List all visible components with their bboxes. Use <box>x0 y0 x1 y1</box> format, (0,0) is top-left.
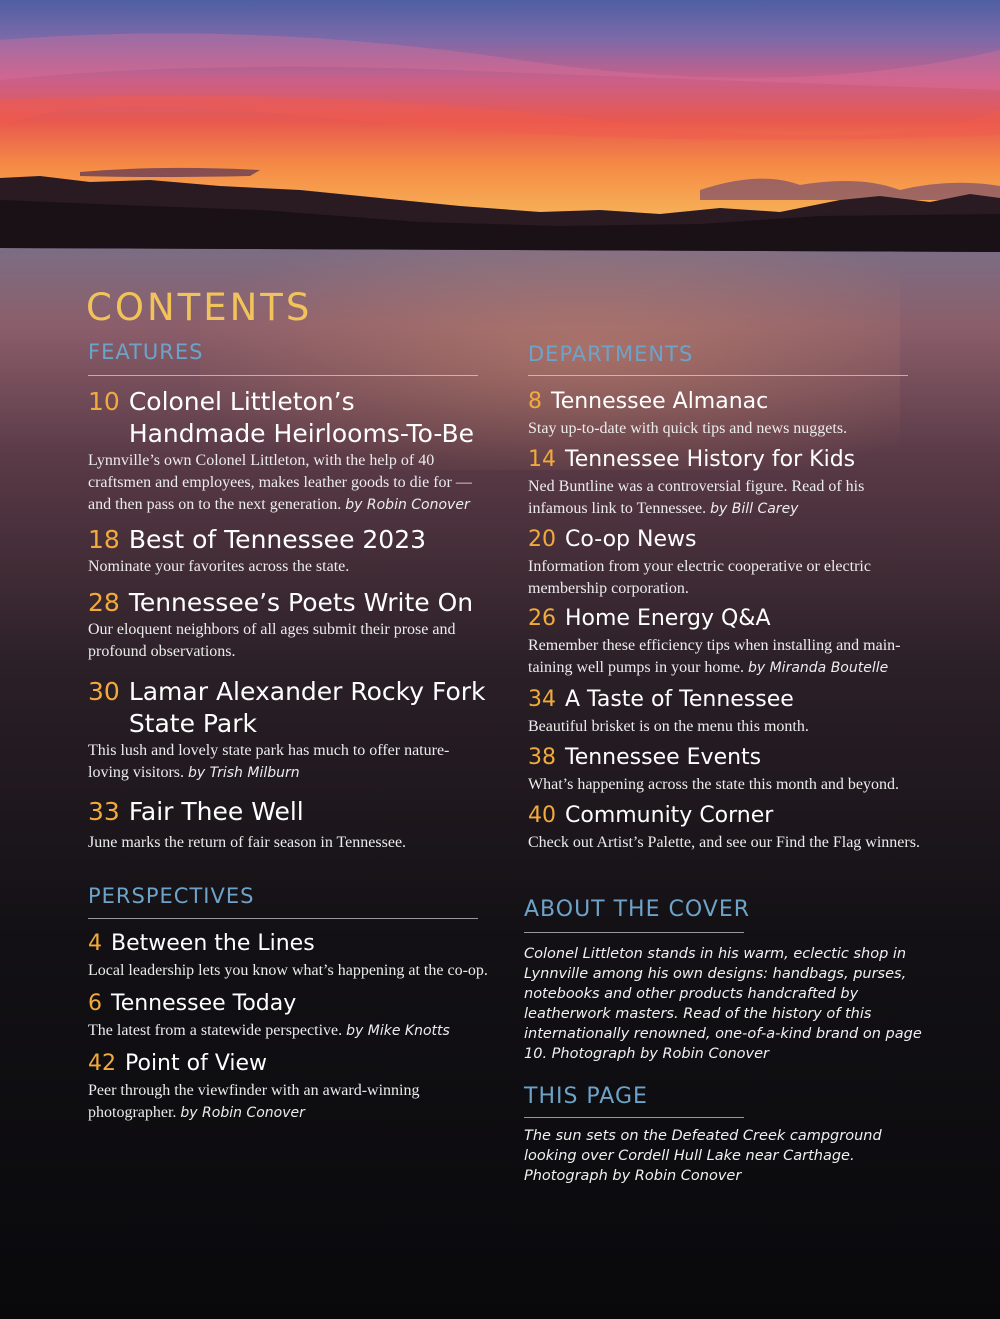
departments-heading: DEPARTMENTS <box>528 342 694 366</box>
perspective-description: The latest from a statewide perspective. <box>88 1022 343 1039</box>
perspective-entry[interactable] <box>88 988 488 1042</box>
perspectives-heading: PERSPECTIVES <box>88 884 255 908</box>
page-number: 26 <box>528 606 556 631</box>
feature-entry[interactable] <box>88 587 488 663</box>
perspective-description: Peer through the viewfinder with an award-winning photographer. <box>88 1082 420 1121</box>
page-number: 34 <box>528 687 556 712</box>
byline: by Mike Knotts <box>346 1023 450 1039</box>
page-number: 38 <box>528 745 556 770</box>
department-entry[interactable] <box>528 742 948 796</box>
page-number: 4 <box>88 931 102 956</box>
department-title: Tennessee History for Kids <box>565 447 856 472</box>
department-description: Ned Buntline was a controversial figure. Read of his infamous link to Tennessee. <box>528 478 865 517</box>
byline: by Bill Carey <box>710 501 799 517</box>
department-title: Tennessee Almanac <box>551 389 769 414</box>
feature-description: This lush and lovely state park has much to offer nature-loving visitors. <box>88 742 450 781</box>
feature-title: Tennessee’s Poets Write On <box>128 588 474 617</box>
department-entry[interactable] <box>528 386 928 440</box>
page-number: 14 <box>528 447 556 472</box>
department-description: Check out Artist’s Palette, and see our Find the Flag winners. <box>528 834 920 851</box>
feature-entry[interactable] <box>88 524 488 578</box>
feature-entry[interactable] <box>88 386 488 516</box>
page-number: 18 <box>88 525 120 554</box>
department-description: Information from your electric cooperative or electric membership corporation. <box>528 558 871 597</box>
page-number: 33 <box>88 797 120 826</box>
department-title: Co-op News <box>565 527 697 552</box>
department-title: Community Corner <box>565 803 774 828</box>
perspectives-rule <box>88 918 478 919</box>
departments-rule <box>528 375 908 376</box>
page-number: 40 <box>528 803 556 828</box>
department-title: A Taste of Tennessee <box>565 687 794 712</box>
department-description: What’s happening across the state this month and beyond. <box>528 776 900 793</box>
page-number: 8 <box>528 389 542 414</box>
features-heading: FEATURES <box>88 340 204 364</box>
feature-title: Fair Thee Well <box>128 797 304 826</box>
this-page-rule <box>524 1117 744 1118</box>
feature-entry[interactable] <box>88 676 488 784</box>
department-entry[interactable] <box>528 444 898 520</box>
page-number: 6 <box>88 991 102 1016</box>
department-description: Beautiful brisket is on the menu this month. <box>528 718 809 735</box>
department-title: Home Energy Q&A <box>565 606 771 631</box>
about-cover-text: Colonel Littleton stands in his warm, eclectic shop in Lynnville among his own designs: handbags, purses, notebooks and other products handcrafted by leatherwork masters. Read of the history of this internationally renowned, one-of-a-kind brand on page 10. Photograph by Robin Conover <box>524 946 922 1062</box>
feature-title: Best of Tennessee 2023 <box>128 525 427 554</box>
department-entry[interactable] <box>528 524 888 600</box>
perspective-description: Local leadership lets you know what’s happening at the co-op. <box>88 962 488 979</box>
perspective-entry[interactable] <box>88 928 488 982</box>
perspective-title: Between the Lines <box>111 931 315 956</box>
byline: by Miranda Boutelle <box>747 660 889 676</box>
page-number: 30 <box>88 677 120 706</box>
about-cover-rule <box>524 932 744 933</box>
page-number: 20 <box>528 527 556 552</box>
department-description: Remember these efficiency tips when installing and main-taining well pumps in your home. <box>528 637 901 676</box>
about-cover-heading: ABOUT THE COVER <box>524 897 751 922</box>
perspective-title: Point of View <box>125 1051 268 1076</box>
feature-title: Colonel Littleton’s Handmade Heirlooms-To-Be <box>128 387 475 448</box>
this-page-heading: THIS PAGE <box>524 1084 648 1109</box>
contents-title: CONTENTS <box>86 286 313 329</box>
page-number: 10 <box>88 387 120 416</box>
perspective-title: Tennessee Today <box>111 991 297 1016</box>
department-entry[interactable] <box>528 800 958 854</box>
this-page-text: The sun sets on the Defeated Creek campground looking over Cordell Hull Lake near Carthage. Photograph by Robin Conover <box>524 1128 882 1184</box>
perspective-entry[interactable] <box>88 1048 448 1124</box>
page-number: 28 <box>88 588 120 617</box>
department-title: Tennessee Events <box>565 745 762 770</box>
feature-description: Nominate your favorites across the state. <box>88 558 350 575</box>
byline: by Robin Conover <box>180 1105 305 1121</box>
feature-entry[interactable] <box>88 796 488 854</box>
feature-title: Lamar Alexander Rocky Fork State Park <box>128 677 486 738</box>
feature-description: Lynnville’s own Colonel Littleton, with the help of 40 craftsmen and employees, makes leather goods to die for — and then pass on to the next generation. <box>88 452 472 513</box>
byline: by Trish Milburn <box>188 765 300 781</box>
feature-description: Our eloquent neighbors of all ages submit their prose and profound observations. <box>88 621 456 660</box>
department-description: Stay up-to-date with quick tips and news nuggets. <box>528 420 848 437</box>
byline: by Robin Conover <box>345 497 470 513</box>
department-entry[interactable] <box>528 603 928 679</box>
department-entry[interactable] <box>528 684 928 738</box>
features-rule <box>88 375 478 376</box>
page-number: 42 <box>88 1051 116 1076</box>
feature-description: June marks the return of fair season in Tennessee. <box>88 834 407 851</box>
